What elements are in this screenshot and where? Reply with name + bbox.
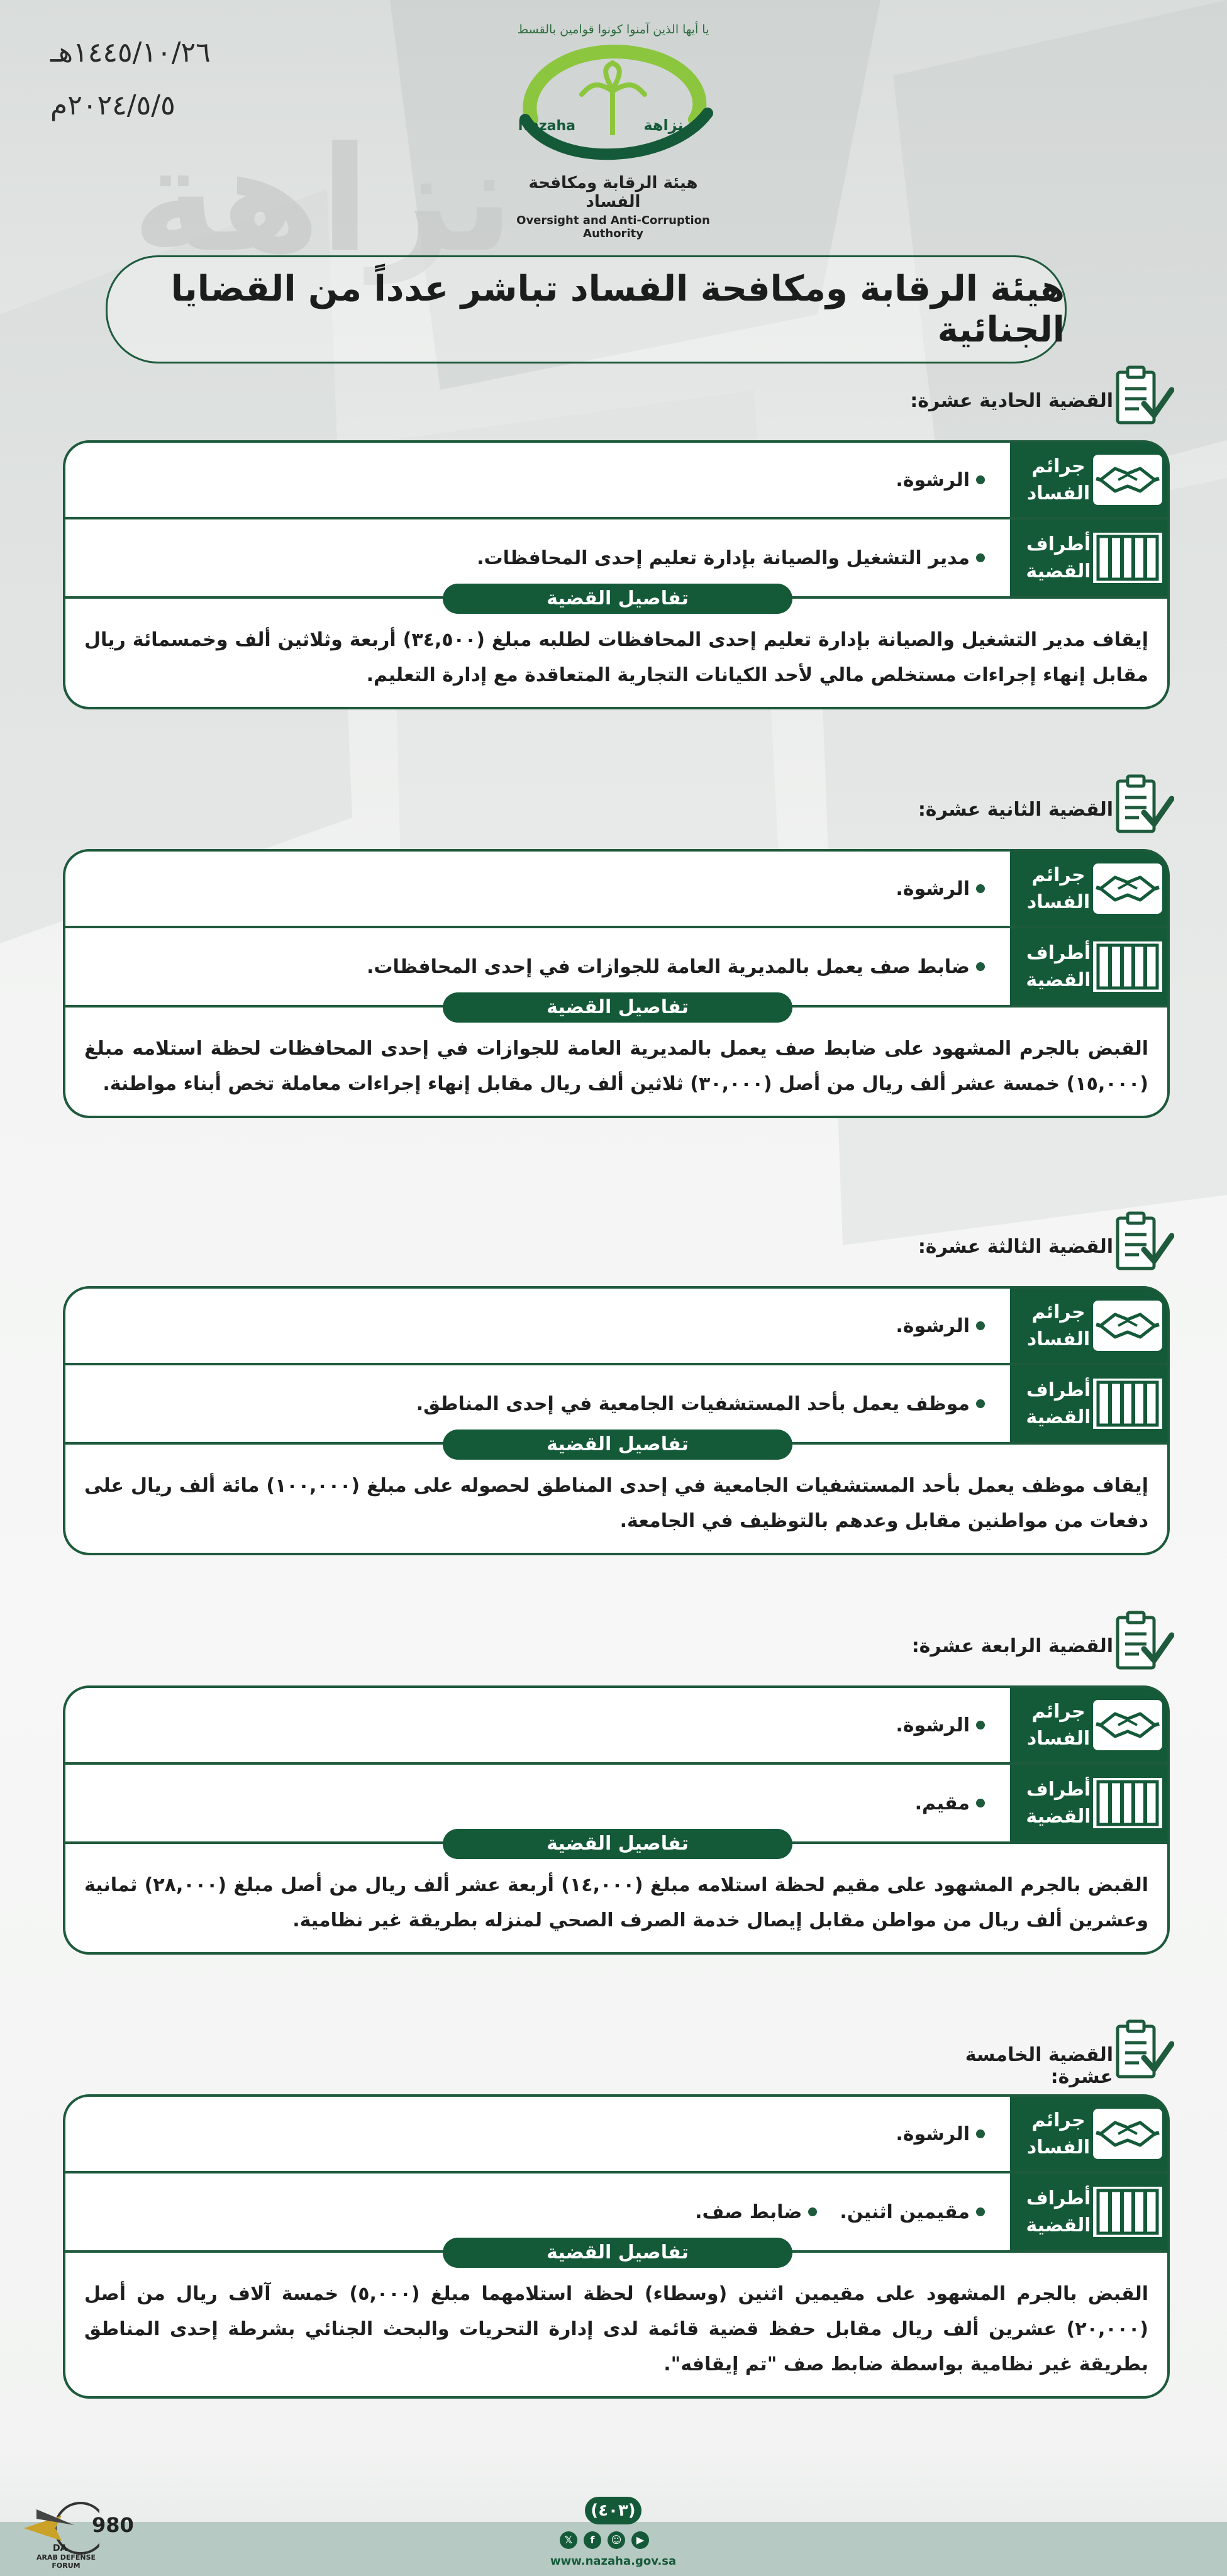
crime-value: الرشوة. [873, 1688, 985, 1762]
crime-tag-label: جرائم الفساد [1026, 1301, 1091, 1350]
badge-number: 980 [92, 2513, 134, 2537]
crime-tag [1010, 2097, 1167, 2171]
prison-bars-icon [1093, 941, 1162, 992]
handshake-icon [1093, 455, 1162, 505]
case-title: القضية الثانية عشرة: [918, 799, 1113, 821]
handshake-icon [1093, 1700, 1162, 1750]
parties-tag-label: أطراف القضية [1026, 1778, 1091, 1828]
case-title: القضية الرابعة عشرة: [911, 1635, 1113, 1657]
svg-text:Nazaha: Nazaha [518, 118, 575, 134]
crime-tag [1010, 1289, 1167, 1363]
crime-tag-label: جرائم الفساد [1026, 455, 1091, 504]
party-item: مقيم. [915, 1792, 985, 1814]
social-links [560, 2531, 649, 2549]
nazaha-emblem-icon [506, 19, 720, 170]
crime-tag [1010, 852, 1167, 926]
bullet-icon [976, 553, 985, 562]
case-details: القبض بالجرم المشهود على مقيمين اثنين (وسطاء) لحظة استلامهما مبلغ (٥,٠٠٠) خمسة آلاف ريال من أصل (٢٠,٠٠٠) عشرين ألف ريال مقابل حفظ قضية قائمة لدى إدارة التحريات والبحث الجنائي بشرطة إحدى المناطق بطريقة غير نظامية بواسطة ضابط صف "تم إيقافه". [63, 2253, 1170, 2399]
details-pill: تفاصيل القضية [443, 2238, 792, 2268]
party-item: ضابط صف. [695, 2201, 817, 2223]
footer-band [0, 2522, 1227, 2576]
clipboard-check-icon [1109, 1211, 1174, 1276]
bullet-icon [976, 884, 985, 893]
party-item: ضابط صف يعمل بالمديرية العامة للجوازات في إحدى المحافظات. [367, 956, 985, 978]
details-pill: تفاصيل القضية [443, 1430, 792, 1460]
gregorian-date: ٢٠٢٤/٥/٥م [50, 89, 175, 121]
bullet-icon [976, 1799, 985, 1807]
clipboard-check-icon [1109, 2019, 1174, 2084]
parties-tag-label: أطراف القضية [1026, 941, 1091, 991]
case-title: القضية الثالثة عشرة: [918, 1236, 1113, 1258]
prison-bars-icon [1093, 533, 1162, 583]
hijri-date: ١٤٤٥/١٠/٢٦هـ [50, 36, 211, 69]
crime-tag-label: جرائم الفساد [1026, 2109, 1091, 2158]
badge-letters: DA [53, 2543, 67, 2553]
handshake-icon [1093, 2109, 1162, 2159]
party-item: مقيمين اثنين. [840, 2201, 985, 2223]
parties-tag-label: أطراف القضية [1026, 533, 1091, 582]
case-details: القبض بالجرم المشهود على مقيم لحظة استلامه مبلغ (١٤,٠٠٠) أربعة عشر ألف ريال من أصل مبلغ (٢٨,٠٠٠) ثمانية وعشرين ألف ريال من مواطن مقابل إيصال خدمة الصرف الصحي لمنزله بطريقة غير نظامية. [63, 1844, 1170, 1955]
case-details: القبض بالجرم المشهود على ضابط صف يعمل بالمديرية العامة للجوازات في إحدى المحافظات لحظة استلامه مبلغ (١٥,٠٠٠) خمسة عشر ألف ريال من أصل (٣٠,٠٠٠) ثلاثين ألف ريال مقابل إنهاء إجراءات معاملة تخص أبناء مواطنة. [63, 1008, 1170, 1118]
crime-tag [1010, 443, 1167, 517]
case-details: إيقاف مدير التشغيل والصيانة بإدارة تعليم إحدى المحافظات لطلبه مبلغ (٣٤,٥٠٠) أربعة وثلاثين ألف وخمسمائة ريال مقابل إنهاء إجراءات مستخلص مالي لأحد الكيانات التجارية المتعاقدة مع إدارة التعليم. [63, 599, 1170, 709]
prison-bars-icon [1093, 1778, 1162, 1828]
prison-bars-icon [1093, 2187, 1162, 2237]
bullet-icon [976, 475, 985, 484]
prison-bars-icon [1093, 1379, 1162, 1429]
crime-tag-label: جرائم الفساد [1026, 863, 1091, 913]
crime-value: الرشوة. [873, 2097, 985, 2171]
handshake-icon [1093, 863, 1162, 914]
nazaha-logo [500, 19, 726, 240]
website-link[interactable]: www.nazaha.gov.sa [550, 2555, 677, 2568]
bullet-icon [976, 2129, 985, 2138]
clipboard-check-icon [1109, 774, 1174, 839]
logo-tagline: يا أيها الذين آمنوا كونوا قوامين بالقسط [517, 23, 709, 36]
bullet-icon [808, 2207, 817, 2216]
badge-forum-name: ARAB DEFENSE FORUM [36, 2553, 96, 2570]
bullet-icon [976, 1321, 985, 1330]
party-item: مدير التشغيل والصيانة بإدارة تعليم إحدى المحافظات. [477, 547, 985, 569]
case-title: القضية الحادية عشرة: [910, 390, 1113, 412]
parties-tag [1010, 1365, 1167, 1442]
youtube-icon[interactable]: ▶ [631, 2531, 649, 2549]
crime-tag-label: جرائم الفساد [1026, 1700, 1091, 1750]
details-pill: تفاصيل القضية [443, 1829, 792, 1859]
headline-text: هيئة الرقابة ومكافحة الفساد تباشر عدداً من القضايا الجنائية [170, 269, 1065, 350]
forum-badge [11, 2490, 150, 2569]
crime-row [63, 849, 1170, 928]
parties-tag [1010, 1765, 1167, 1841]
x-icon[interactable]: 𝕏 [560, 2531, 577, 2549]
crime-value: الرشوة. [873, 852, 985, 926]
authority-name-ar: هيئة الرقابة ومكافحة الفساد [528, 174, 698, 211]
crime-row [63, 2094, 1170, 2174]
details-pill: تفاصيل القضية [443, 584, 792, 614]
bullet-icon [976, 1721, 985, 1729]
snapchat-icon[interactable]: ☺ [608, 2531, 625, 2549]
case-title: القضية الخامسة عشرة: [965, 2044, 1113, 2088]
parties-tag [1010, 2174, 1167, 2250]
clipboard-check-icon [1109, 365, 1174, 430]
headline-banner [106, 255, 1067, 364]
crime-row [63, 1286, 1170, 1365]
page-number: (٤٠٣) [585, 2497, 641, 2524]
parties-tag [1010, 928, 1167, 1005]
crime-value: الرشوة. [873, 443, 985, 517]
parties-tag [1010, 519, 1167, 596]
clipboard-check-icon [1109, 1610, 1174, 1675]
party-item: موظف يعمل بأحد المستشفيات الجامعية في إحدى المناطق. [416, 1393, 985, 1415]
facebook-icon[interactable]: f [584, 2531, 601, 2549]
crime-row [63, 440, 1170, 519]
nazaha-watermark: نزاهة [132, 116, 514, 284]
svg-text:نزاهة: نزاهة [643, 116, 684, 134]
handshake-icon [1093, 1301, 1162, 1351]
parties-tag-label: أطراف القضية [1026, 1379, 1091, 1428]
crime-value: الرشوة. [873, 1289, 985, 1363]
crime-tag [1010, 1688, 1167, 1762]
bullet-icon [976, 1399, 985, 1408]
parties-value [892, 1765, 985, 1841]
bullet-icon [976, 2207, 985, 2216]
case-details: إيقاف موظف يعمل بأحد المستشفيات الجامعية في إحدى المناطق لحصوله على مبلغ (١٠٠,٠٠٠) مائة ألف ريال على دفعات من مواطنين مقابل وعدهم بالتوظيف في الجامعة. [63, 1445, 1170, 1555]
authority-name-en: Oversight and Anti-Corruption Authority [516, 214, 710, 240]
crime-row [63, 1685, 1170, 1765]
details-pill: تفاصيل القضية [443, 992, 792, 1023]
bullet-icon [976, 962, 985, 971]
parties-tag-label: أطراف القضية [1026, 2187, 1091, 2236]
